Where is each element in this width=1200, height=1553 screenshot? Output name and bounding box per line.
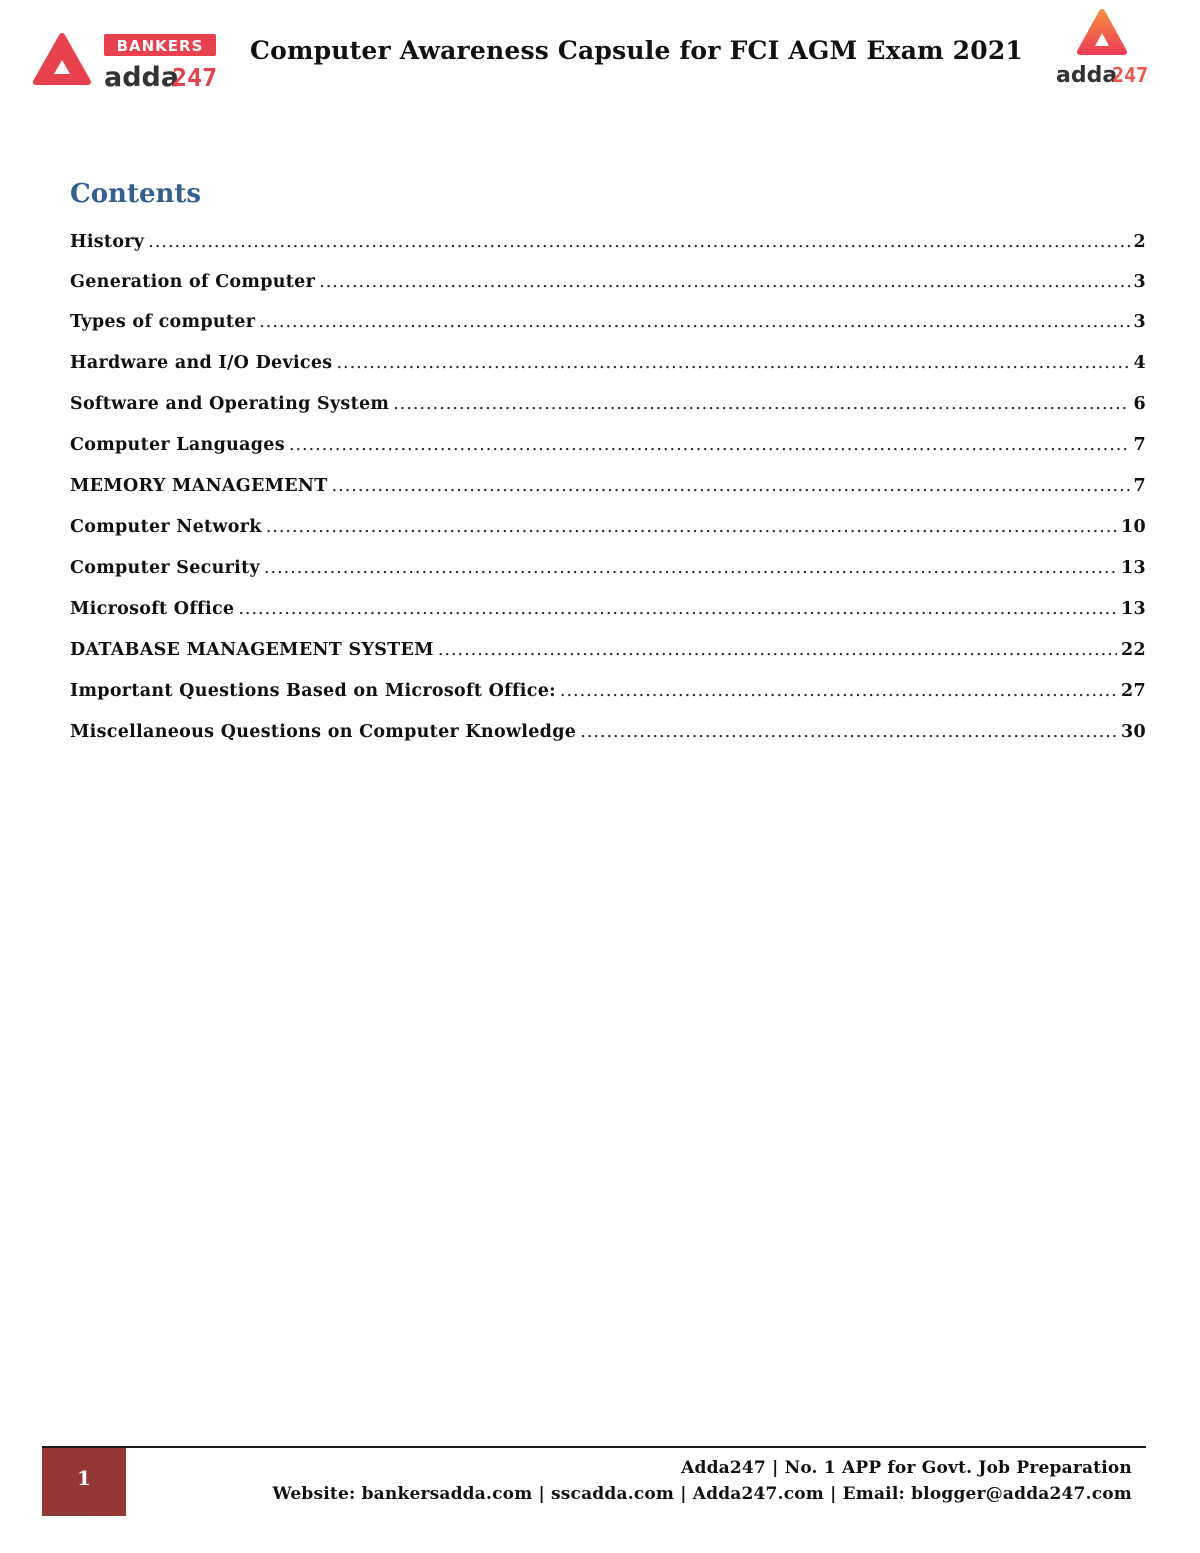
toc-entry-page: 30 <box>1121 722 1146 742</box>
bankers-badge-text: BANKERS <box>116 37 204 55</box>
svg-text:adda: adda <box>1056 63 1118 86</box>
toc-entry-title: DATABASE MANAGEMENT SYSTEM <box>70 640 434 660</box>
toc-leader-dots <box>266 507 1117 548</box>
toc-leader-dots <box>319 263 1129 302</box>
svg-text:247: 247 <box>1112 63 1149 86</box>
toc-entry-title: Software and Operating System <box>70 394 390 414</box>
footer-links: Website: bankersadda.com | sscadda.com | Adda247.com | Email: blogger@adda247.com <box>272 1484 1132 1504</box>
toc-entry-page: 10 <box>1121 517 1146 537</box>
toc-entry-page: 4 <box>1133 353 1146 373</box>
toc-entry[interactable] <box>70 589 1146 630</box>
toc-entry-page: 6 <box>1133 394 1146 414</box>
toc-entry-title: Computer Languages <box>70 435 285 455</box>
toc-leader-dots <box>560 671 1117 712</box>
toc-entry[interactable] <box>70 630 1146 671</box>
document-title: Computer Awareness Capsule for FCI AGM Exam 2021 <box>250 36 1024 65</box>
toc-entry[interactable] <box>70 425 1146 466</box>
toc-leader-dots <box>336 343 1129 384</box>
toc-entry-title: History <box>70 232 145 252</box>
toc-entry[interactable] <box>70 712 1146 753</box>
toc-entry-page: 13 <box>1121 599 1146 619</box>
toc-entry-title: Important Questions Based on Microsoft Office: <box>70 681 556 701</box>
toc-list <box>70 222 1146 753</box>
toc-entry[interactable] <box>70 222 1146 263</box>
toc-entry-title: Microsoft Office <box>70 599 235 619</box>
toc-entry-title: Types of computer <box>70 312 256 332</box>
table-of-contents <box>70 176 1146 753</box>
toc-entry[interactable] <box>70 466 1146 507</box>
toc-entry[interactable] <box>70 548 1146 589</box>
page-number: 1 <box>42 1448 126 1516</box>
adda247-logo <box>1050 6 1160 86</box>
page-header <box>0 0 1200 110</box>
toc-entry-page: 22 <box>1121 640 1146 660</box>
contents-heading: Contents <box>70 179 202 209</box>
toc-leader-dots <box>148 222 1129 263</box>
footer-tagline: Adda247 | No. 1 APP for Govt. Job Preparation <box>681 1458 1132 1478</box>
toc-entry-page: 27 <box>1121 681 1146 701</box>
toc-leader-dots <box>259 302 1129 343</box>
toc-entry-page: 2 <box>1133 232 1146 252</box>
toc-entry-page: 7 <box>1133 476 1146 496</box>
toc-entry[interactable] <box>70 671 1146 712</box>
toc-entry-page: 7 <box>1133 435 1146 455</box>
footer-divider <box>42 1446 1146 1448</box>
toc-leader-dots <box>332 466 1130 507</box>
toc-entry-title: Generation of Computer <box>70 272 316 292</box>
toc-entry-page: 3 <box>1133 312 1146 332</box>
toc-entry-title: Computer Network <box>70 517 262 537</box>
toc-entry-page: 13 <box>1121 558 1146 578</box>
toc-leader-dots <box>438 630 1117 671</box>
toc-leader-dots <box>289 425 1130 466</box>
bankers-adda247-logo <box>32 30 222 96</box>
toc-leader-dots <box>393 384 1129 425</box>
toc-leader-dots <box>238 589 1117 630</box>
logo-number: 247 <box>172 63 218 92</box>
toc-entry-title: Miscellaneous Questions on Computer Knowledge <box>70 722 577 742</box>
toc-leader-dots <box>264 548 1117 589</box>
logo-word: adda <box>104 62 180 93</box>
toc-entry-page: 3 <box>1133 272 1146 292</box>
toc-leader-dots <box>580 712 1117 753</box>
toc-entry[interactable] <box>70 343 1146 384</box>
toc-entry-title: Hardware and I/O Devices <box>70 353 333 373</box>
toc-entry[interactable] <box>70 263 1146 302</box>
toc-entry[interactable] <box>70 507 1146 548</box>
page-footer <box>0 1440 1200 1530</box>
toc-entry-title: Computer Security <box>70 558 260 578</box>
toc-entry[interactable] <box>70 384 1146 425</box>
toc-entry[interactable] <box>70 302 1146 343</box>
toc-entry-title: MEMORY MANAGEMENT <box>70 476 328 496</box>
